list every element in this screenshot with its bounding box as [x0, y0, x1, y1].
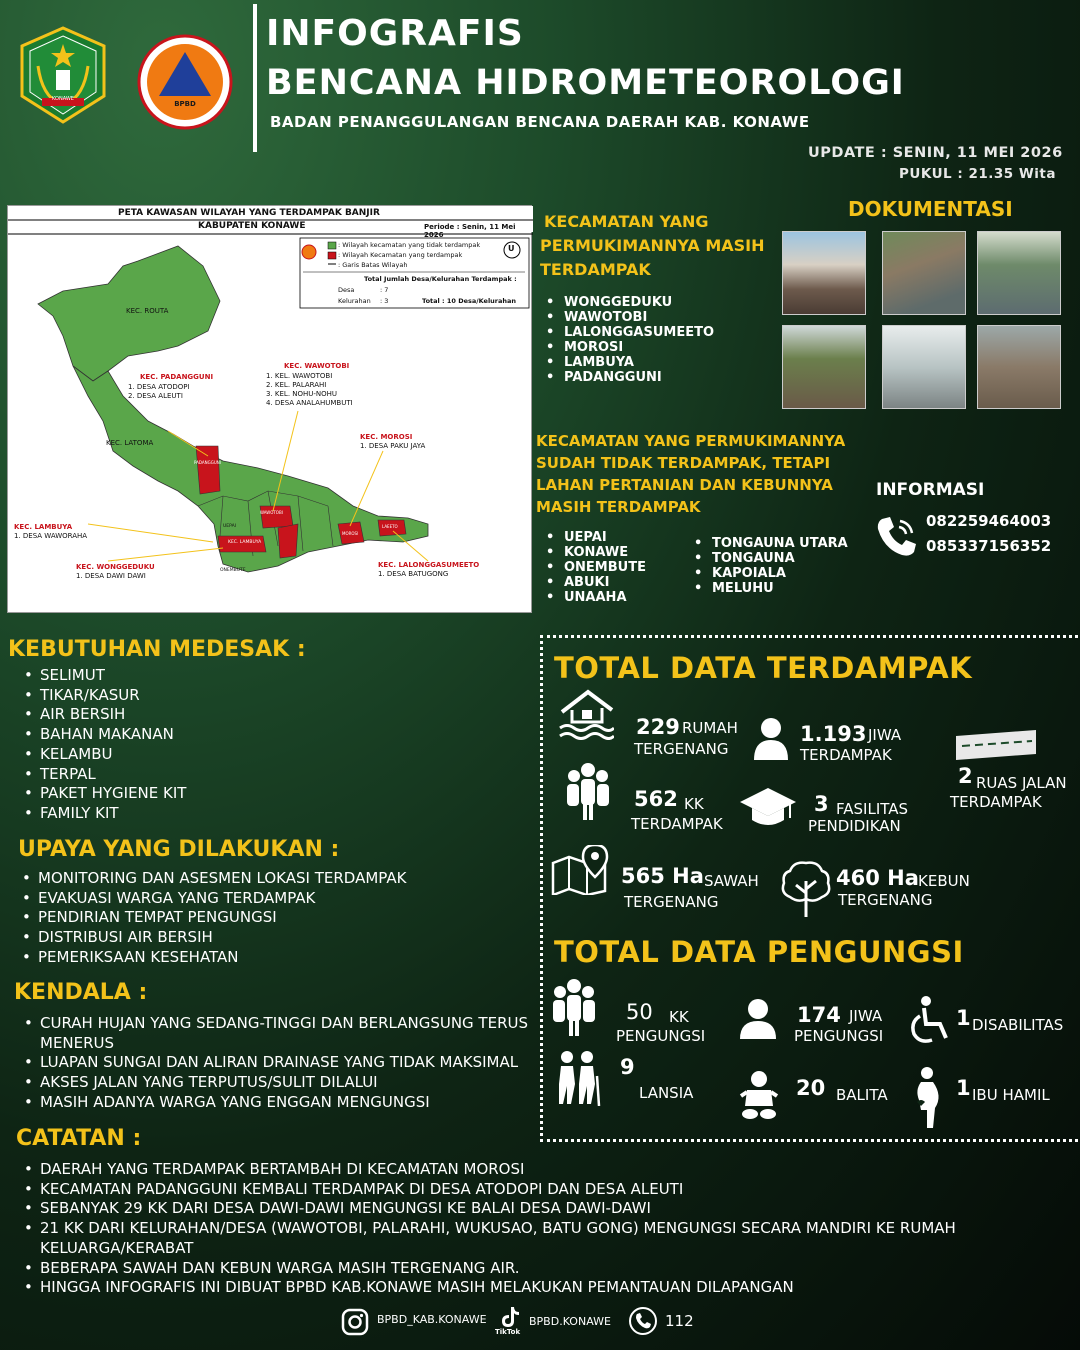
map-inner-uepai: UEPAI	[223, 524, 236, 529]
list-item: • MOROSI	[540, 340, 714, 355]
refugee-balita-label: BALITA	[836, 1086, 888, 1104]
impact-kebun-value: 460 Ha	[836, 866, 919, 890]
map-inner-laeto: LAEETO	[382, 524, 398, 529]
needs-list	[18, 666, 186, 824]
refugee-balita-value: 20	[796, 1076, 826, 1100]
map-legend-3: : Garis Batas Wilayah	[338, 261, 408, 269]
constraints-title: KENDALA :	[14, 980, 148, 1005]
list-item: • UNAAHA	[540, 590, 646, 605]
impact-title: TOTAL DATA TERDAMPAK	[554, 651, 973, 685]
map-kel-label: Kelurahan	[338, 297, 371, 305]
map-padangguni-1: 1. DESA ATODOPI	[128, 383, 190, 391]
affected-title: KECAMATAN YANG PERMUKIMANNYA MASIH TERDAMPAK	[540, 212, 765, 279]
list-item: • FAMILY KIT	[18, 804, 186, 824]
list-item: • 21 KK DARI KELURAHAN/DESA (WAWOTOBI, PALARAHI, WUKUSAO, BATU GONG) MENGUNGSI SECARA MANDIRI KE RUMAH KELUARGA/KERABAT	[18, 1219, 968, 1258]
impact-kebun-label: TERGENANG	[838, 891, 933, 909]
list-item: • UEPAI	[540, 530, 646, 545]
impact-kk-unit: KK	[684, 795, 704, 813]
refugee-hamil-value: 1	[956, 1076, 971, 1100]
refugee-jiwa-unit: JIWA	[849, 1007, 883, 1025]
list-item: • KELAMBU	[18, 745, 186, 765]
list-item: • SEBANYAK 29 KK DARI DESA DAWI-DAWI MENGUNGSI KE BALAI DESA DAWI-DAWI	[18, 1199, 968, 1219]
map-lalonggasumeeto-1: 1. DESA BATUGONG	[378, 570, 449, 578]
list-item: • TONGAUNA UTARA	[688, 536, 848, 551]
impact-kebun-unit: KEBUN	[918, 872, 970, 890]
impact-jiwa-unit: JIWA	[868, 726, 902, 744]
documentation-photo[interactable]	[882, 325, 966, 409]
list-item: • PENDIRIAN TEMPAT PENGUNGSI	[16, 908, 406, 928]
list-item: • SELIMUT	[18, 666, 186, 686]
refugee-jiwa-value: 174	[797, 1003, 841, 1027]
documentation-photo[interactable]	[977, 231, 1061, 315]
tiktok-icon[interactable]	[500, 1306, 520, 1328]
list-item: • MONITORING DAN ASESMEN LOKASI TERDAMPAK	[16, 869, 406, 889]
refugee-lansia-value: 9	[620, 1055, 635, 1079]
notes-list	[18, 1160, 968, 1298]
efforts-title: UPAYA YANG DILAKUKAN :	[18, 837, 340, 862]
notes-title: CATATAN :	[16, 1126, 142, 1151]
map-legend-2: : Wilayah Kecamatan yang terdampak	[338, 251, 463, 259]
update-date: UPDATE : SENIN, 11 MEI 2026	[808, 145, 1063, 161]
list-item: • ABUKI	[540, 575, 646, 590]
map-wawotobi-4: 4. DESA ANALAHUMBUTI	[266, 399, 353, 407]
list-item: • PAKET HYGIENE KIT	[18, 784, 186, 804]
footer-tiktok-label: TikTok	[495, 1328, 521, 1336]
refugee-jiwa-label: PENGUNGSI	[794, 1027, 884, 1045]
constraints-list	[18, 1014, 528, 1113]
refugee-kk-unit: KK	[669, 1008, 689, 1026]
info-title: INFORMASI	[876, 480, 985, 500]
map-total-title: Total Jumlah Desa/Kelurahan Terdampak :	[364, 275, 517, 283]
list-item: • HINGGA INFOGRAFIS INI DIBUAT BPBD KAB.KONAWE MASIH MELAKUKAN PEMANTAUAN DILAPANGAN	[18, 1278, 968, 1298]
map-legend-1: : Wilayah kecamatan yang tidak terdampak	[338, 241, 481, 249]
map-lalonggasumeeto-title: KEC. LALONGGASUMEETO	[378, 561, 480, 569]
map-label-latoma: KEC. LATOMA	[106, 439, 154, 447]
list-item: • KECAMATAN PADANGGUNI KEMBALI TERDAMPAK DI DESA ATODOPI DAN DESA ALEUTI	[18, 1180, 968, 1200]
list-item: • WAWOTOBI	[540, 310, 714, 325]
map-desa-value: : 7	[380, 286, 389, 294]
konawe-logo	[20, 26, 106, 124]
page-title-line2: BENCANA HIDROMETEOROLOGI	[266, 63, 905, 103]
instagram-icon[interactable]	[341, 1308, 369, 1336]
list-item: • PADANGGUNI	[540, 370, 714, 385]
map-wonggeduku-1: 1. DESA DAWI DAWI	[76, 572, 146, 580]
map-north: U	[508, 244, 515, 253]
baby-icon	[739, 1070, 779, 1122]
farmland-list-1	[540, 530, 646, 605]
documentation-photo[interactable]	[977, 325, 1061, 409]
tree-icon	[780, 859, 832, 917]
map-inner-lambuya: KEC. LAMBUYA	[228, 540, 262, 545]
person-icon	[738, 997, 778, 1041]
list-item: • TIKAR/KASUR	[18, 686, 186, 706]
impact-rumah-value: 229	[636, 715, 680, 739]
family-icon	[551, 978, 597, 1038]
impact-jalan-unit: RUAS JALAN	[976, 774, 1067, 792]
farmland-list-2	[688, 536, 848, 596]
map-inner-morosi: MOROSI	[342, 531, 359, 536]
impact-pendidikan-label: PENDIDIKAN	[808, 817, 901, 835]
list-item: • DAERAH YANG TERDAMPAK BERTAMBAH DI KECAMATAN MOROSI	[18, 1160, 968, 1180]
list-item: • EVAKUASI WARGA YANG TERDAMPAK	[16, 889, 406, 909]
impact-kk-label: TERDAMPAK	[631, 815, 723, 833]
impact-sawah-value: 565 Ha	[621, 864, 704, 888]
phone-circle-icon[interactable]	[628, 1306, 658, 1336]
refugee-kk-label: PENGUNGSI	[616, 1027, 706, 1045]
wheelchair-icon	[908, 996, 954, 1044]
road-icon	[952, 728, 1040, 762]
list-item: • KONAWE	[540, 545, 646, 560]
map-wawotobi-3: 3. KEL. NOHU-NOHU	[266, 390, 338, 398]
pregnant-woman-icon	[911, 1066, 943, 1130]
map-wawotobi-title: KEC. WAWOTOBI	[284, 362, 350, 370]
map-morosi-1: 1. DESA PAKU JAYA	[360, 442, 426, 450]
flood-map	[7, 205, 532, 613]
map-location-icon	[551, 845, 609, 895]
list-item: • TONGAUNA	[688, 551, 848, 566]
refugees-title: TOTAL DATA PENGUNGSI	[554, 935, 964, 969]
documentation-photo[interactable]	[782, 325, 866, 409]
map-wawotobi-1: 1. KEL. WAWOTOBI	[266, 372, 333, 380]
map-subtitle: KABUPATEN KONAWE	[198, 221, 306, 231]
map-lambuya-1: 1. DESA WAWORAHA	[14, 532, 88, 540]
map-total: Total : 10 Desa/Kelurahan	[422, 297, 517, 305]
map-padangguni-title: KEC. PADANGGUNI	[140, 373, 214, 381]
refugee-kk-value: 50	[626, 1000, 653, 1024]
documentation-title: DOKUMENTASI	[848, 197, 1013, 221]
list-item: • WONGGEDUKU	[540, 295, 714, 310]
map-wawotobi-2: 2. KEL. PALARAHI	[266, 381, 327, 389]
map-wonggeduku-title: KEC. WONGGEDUKU	[76, 563, 155, 571]
map-inner-wawotobi: WAWOTOBI	[260, 510, 283, 515]
documentation-photo[interactable]	[782, 231, 866, 315]
list-item: • LAMBUYA	[540, 355, 714, 370]
impact-rumah-label: TERGENANG	[634, 740, 729, 758]
footer-phone[interactable]: 112	[665, 1312, 694, 1330]
flood-house-icon	[558, 688, 614, 740]
refugee-disabilitas-label: DISABILITAS	[972, 1016, 1064, 1034]
map-lambuya-title: KEC. LAMBUYA	[14, 523, 73, 531]
map-graphic	[8, 206, 533, 614]
person-icon	[752, 716, 790, 760]
footer-tiktok[interactable]: BPBD.KONAWE	[529, 1315, 611, 1328]
map-inner-padangguni: PADANGGUNI	[194, 460, 221, 465]
refugee-disabilitas-value: 1	[956, 1006, 971, 1030]
impact-sawah-unit: SAWAH	[704, 872, 759, 890]
update-time: PUKUL : 21.35 Wita	[899, 166, 1056, 182]
list-item: • BAHAN MAKANAN	[18, 725, 186, 745]
list-item: • BEBERAPA SAWAH DAN KEBUN WARGA MASIH TERGENANG AIR.	[18, 1259, 968, 1279]
list-item: • AKSES JALAN YANG TERPUTUS/SULIT DILALUI	[18, 1073, 528, 1093]
refugee-lansia-label: LANSIA	[639, 1084, 694, 1102]
list-item: • LUAPAN SUNGAI DAN ALIRAN DRAINASE YANG TIDAK MAKSIMAL	[18, 1053, 528, 1073]
footer-instagram[interactable]: BPBD_KAB.KONAWE	[377, 1313, 487, 1326]
info-phone-1[interactable]: 082259464003	[926, 512, 1052, 530]
graduation-cap-icon	[738, 786, 798, 830]
impact-sawah-label: TERGENANG	[624, 893, 719, 911]
map-desa-label: Desa	[338, 286, 355, 294]
map-period: Periode : Senin, 11 Mei 2026	[424, 223, 516, 239]
page-title-line1: INFOGRAFIS	[266, 13, 524, 54]
impact-jalan-label: TERDAMPAK	[950, 793, 1042, 811]
info-phone-2[interactable]: 085337156352	[926, 537, 1052, 555]
list-item: • CURAH HUJAN YANG SEDANG-TINGGI DAN BERLANGSUNG TERUS MENERUS	[18, 1014, 528, 1053]
map-kel-value: : 3	[380, 297, 389, 305]
map-morosi-title: KEC. MOROSI	[360, 433, 413, 441]
documentation-photo[interactable]	[882, 231, 966, 315]
header-divider	[253, 4, 257, 152]
page-subtitle: BADAN PENANGGULANGAN BENCANA DAERAH KAB. KONAWE	[270, 113, 810, 131]
list-item: • DISTRIBUSI AIR BERSIH	[16, 928, 406, 948]
farmland-title: KECAMATAN YANG PERMUKIMANNYA SUDAH TIDAK TERDAMPAK, TETAPI LAHAN PERTANIAN DAN KEBUNNYA MASIH TERDAMPAK	[536, 432, 846, 516]
bpbd-logo	[137, 34, 233, 130]
affected-list	[540, 295, 714, 385]
list-item: • AIR BERSIH	[18, 705, 186, 725]
konawe-logo-text: KONAWE	[52, 96, 74, 102]
elderly-icon	[553, 1050, 601, 1106]
list-item: • TERPAL	[18, 765, 186, 785]
map-padangguni-2: 2. DESA ALEUTI	[128, 392, 183, 400]
impact-pendidikan-value: 3	[814, 792, 829, 816]
list-item: • PEMERIKSAAN KESEHATAN	[16, 948, 406, 968]
bpbd-logo-center: BPBD	[174, 100, 196, 108]
map-label-routa: KEC. ROUTA	[126, 307, 169, 315]
list-item: • LALONGGASUMEETO	[540, 325, 714, 340]
list-item: • MELUHU	[688, 581, 848, 596]
impact-rumah-unit: RUMAH	[682, 719, 738, 737]
impact-kk-value: 562	[634, 787, 678, 811]
efforts-list	[16, 869, 406, 968]
impact-pendidikan-unit: FASILITAS	[836, 800, 909, 818]
map-inner-onembute: ONEMBUTE	[220, 568, 246, 573]
refugee-hamil-label: IBU HAMIL	[972, 1086, 1050, 1104]
list-item: • ONEMBUTE	[540, 560, 646, 575]
phone-icon	[874, 513, 920, 559]
impact-jiwa-label: TERDAMPAK	[800, 746, 892, 764]
needs-title: KEBUTUHAN MEDESAK :	[8, 637, 306, 662]
impact-jiwa-value: 1.193	[800, 722, 867, 746]
family-icon	[565, 762, 611, 822]
list-item: • MASIH ADANYA WARGA YANG ENGGAN MENGUNGSI	[18, 1093, 528, 1113]
list-item: • KAPOIALA	[688, 566, 848, 581]
impact-jalan-value: 2	[958, 764, 973, 788]
map-title: PETA KAWASAN WILAYAH YANG TERDAMPAK BANJIR	[118, 208, 380, 218]
